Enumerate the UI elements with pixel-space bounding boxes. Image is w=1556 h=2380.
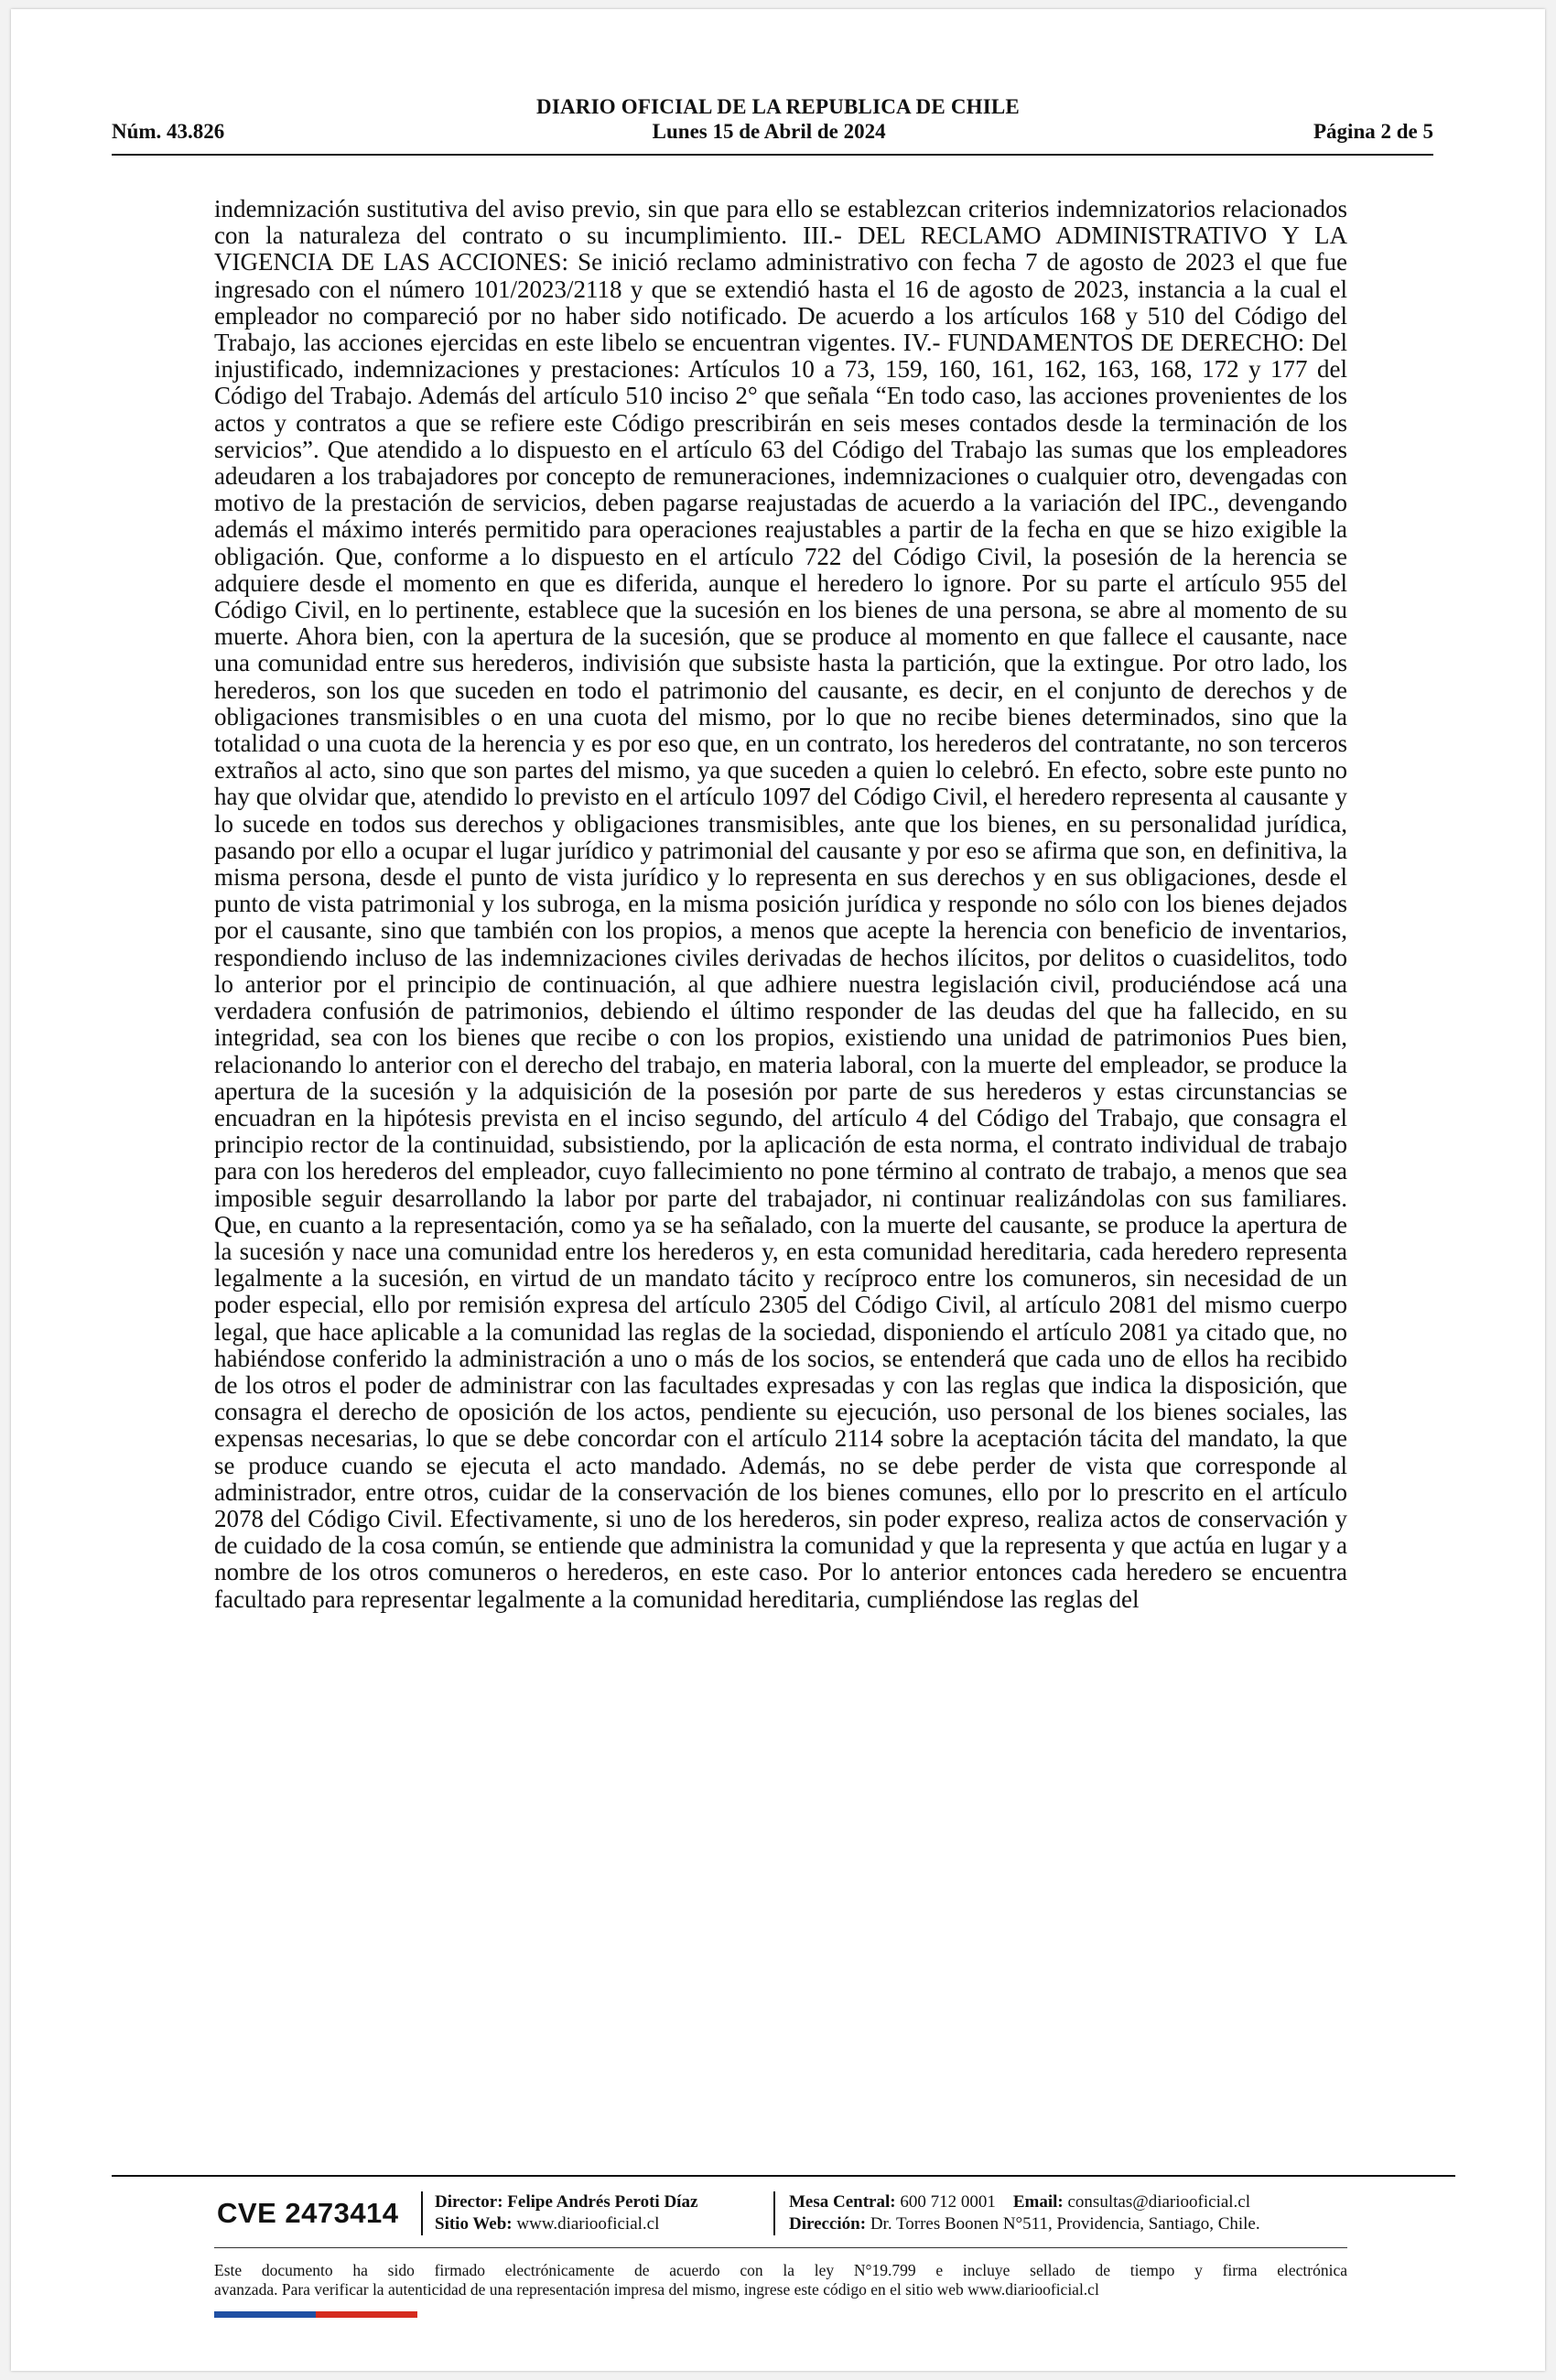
body-paragraph: indemnización sustitutiva del aviso previo, sin que para ello se establezcan criterios indemnizatorios relacionados con la naturaleza del contrato o su incumplimiento. III.- DEL RECLAMO ADMINISTRATIVO Y LA VIGENCIA DE LAS ACCIONES: Se inició reclamo administrativo con fecha 7 de agosto de 2023 el que fue ingresado con el número 101/2023/2118 y que se extendió hasta el 16 de agosto de 2023, instancia a la cual el empleador no compareció por no haber sido notificado. De acuerdo a los artículos 168 y 510 del Código del Trabajo, las acciones ejercidas en este libelo se encuentran vigentes. IV.- FUNDAMENTOS DE DERECHO: Del injustificado, indemnizaciones y prestaciones: Artículos 10 a 73, 159, 160, 161, 162, 163, 168, 172 y 177 del Código del Trabajo. Además del artículo 510 inciso 2° que señala “En todo caso, las acciones provenientes de los actos y contratos a que se refiere este Código prescribirán en seis meses contados desde la terminación de los servicios”. Que atendido a lo dispuesto en el artículo 63 del Código del Trabajo las sumas que los empleadores adeudaren a los trabajadores por concepto de remuneraciones, indemnizaciones o cualquier otro, devengadas con motivo de la prestación de servicios, deben pagarse reajustadas de acuerdo a la variación del IPC., devengando además el máximo interés permitido para operaciones reajustables a partir de la fecha en que se hizo exigible la obligación. Que, conforme a lo dispuesto en el artículo 722 del Código Civil, la posesión de la herencia se adquiere desde el momento en que es diferida, aunque el heredero lo ignore. Por su parte el artículo 955 del Código Civil, en lo pertinente, establece que la sucesión en los bienes de una persona, se abre al momento de su muerte. Ahora bien, con la apertura de la sucesión, que se produce al momento en que fallece el causante, nace una comunidad entre sus herederos, indivisión que subsiste hasta la partición, que la extingue. Por otro lado, los herederos, son los que suceden en todo el patrimonio del causante, es decir, en el conjunto de derechos y de obligaciones transmisibles o en una cuota del mismo, por lo que no recibe bienes determinados, sino que la totalidad o una cuota de la herencia y es por eso que, en un contrato, los herederos del contratante, no son terceros extraños al acto, sino que son partes del mismo, ya que suceden a quien lo celebró. En efecto, sobre este punto no hay que olvidar que, atendido lo previsto en el artículo 1097 del Código Civil, el heredero representa al causante y lo sucede en todos sus derechos y obligaciones transmisibles, ante que los bienes, en su personalidad jurídica, pasando por ello a ocupar el lugar jurídico y patrimonial del causante y por eso se afirma que son, en definitiva, la misma persona, desde el punto de vista jurídico y lo representa en sus derechos y en sus obligaciones, desde el punto de vista patrimonial y los subroga, en la misma posición jurídica y responde no sólo con los bienes dejados por el causante, sino que también con los propios, a menos que acepte la herencia con beneficio de inventarios, respondiendo incluso de las indemnizaciones civiles derivadas de hechos ilícitos, por delitos o cuasidelitos, todo lo anterior por el principio de continuación, al que adhiere nuestra legislación civil, produciéndose acá una verdadera confusión de patrimonios, debiendo el último responder de las deudas del que ha fallecido, en su integridad, sea con los bienes que recibe o con los propios, existiendo una unidad de patrimonios Pues bien, relacionando lo anterior con el derecho del trabajo, en materia laboral, con la muerte del empleador, se produce la apertura de la sucesión y la adquisición de la posesión por parte de sus herederos y estas circunstancias se encuadran en la hipótesis prevista en el inciso segundo, del artículo 4 del Código del Trabajo, que consagra el principio rector de la continuidad, subsistiendo, por la aplicación de esta norma, el contrato individual de trabajo para con los herederos del empleador, cuyo fallecimiento no pone término al contrato de trabajo, a menos que sea imposible seguir desarrollando la labor por parte del trabajador, ni continuar realizándolas con sus familiares. Que, en cuanto a la representación, como ya se ha señalado, con la muerte del causante, se produce la apertura de la sucesión y nace una comunidad entre los herederos y, en esta comunidad hereditaria, cada heredero representa legalmente a la sucesión, en virtud de un mandato tácito y recíproco entre los comuneros, sin necesidad de un poder especial, ello por remisión expresa del artículo 2305 del Código Civil, al artículo 2081 del mismo cuerpo legal, que hace aplicable a la comunidad las reglas de la sociedad, disponiendo el artículo 2081 ya citado que, no habiéndose conferido la administración a uno o más de los socios, se entenderá que cada uno de ellos ha recibido de los otros el poder de administrar con las facultades expresadas y con las reglas que indica la disposición, que consagra el derecho de oposición de los actos, pendiente su ejecución, uso personal de los bienes sociales, las expensas necesarias, lo que se debe concordar con el artículo 2114 sobre la aceptación tácita del mandato, la que se produce cuando se ejecuta el acto mandado. Además, no se debe perder de vista que corresponde al administrador, entre otros, cuidar de la conservación de los bienes comunes, ello por lo prescrito en el artículo 2078 del Código Civil. Efectivamente, si uno de los herederos, sin poder expreso, realiza actos de conservación y de cuidado de la cosa común, se entiende que administra la comunidad y que la representa y que actúa en lugar y a nombre de los otros comuneros o herederos, en este caso. Por lo anterior entonces cada heredero se encuentra facultado para representar legalmente a la comunidad hereditaria, cumpliéndose las reglas del — [214, 195, 1347, 1613]
header-row — [112, 120, 1433, 144]
footer-info — [206, 2191, 1359, 2237]
footer-divider — [112, 2175, 1455, 2177]
email-link[interactable]: consultas@diariooficial.cl — [1067, 2192, 1251, 2212]
footer-separator — [421, 2191, 423, 2235]
document-page — [11, 9, 1545, 2371]
issue-date: Lunes 15 de Abril de 2024 — [652, 120, 886, 143]
address-label: Dirección: — [789, 2214, 867, 2234]
legal-line-2: avanzada. Para verificar la autenticidad de una representación impresa del mismo, ingrese este código en el sitio web www.diariooficial.cl — [214, 2280, 1099, 2299]
footer-separator — [773, 2191, 775, 2235]
flag-red-bar — [316, 2311, 417, 2318]
website-label: Sitio Web: — [435, 2214, 513, 2234]
email-label: Email: — [1012, 2192, 1064, 2212]
director-name: Felipe Andrés Peroti Díaz — [507, 2192, 698, 2212]
footer-director-column — [435, 2191, 697, 2235]
issue-number: Núm. 43.826 — [112, 120, 225, 143]
phone-number: 600 712 0001 — [900, 2192, 996, 2212]
footer-legal-notice — [214, 2261, 1347, 2299]
address-text: Dr. Torres Boonen N°511, Providencia, Santiago, Chile. — [870, 2214, 1260, 2234]
publication-title: DIARIO OFICIAL DE LA REPUBLICA DE CHILE — [536, 95, 1020, 118]
phone-label: Mesa Central: — [789, 2192, 896, 2212]
footer-legal-divider — [214, 2247, 1347, 2248]
legal-line-1: Este documento ha sido firmado electrónicamente de acuerdo con la ley N°19.799 e incluye sellado de tiempo y firma electrónica — [214, 2261, 1347, 2279]
website-link[interactable]: www.diariooficial.cl — [516, 2214, 660, 2234]
director-label: Director: — [435, 2192, 503, 2212]
page-number: Página 2 de 5 — [1313, 120, 1433, 143]
flag-stripe — [214, 2311, 417, 2318]
cve-code: CVE 2473414 — [217, 2197, 399, 2229]
footer-contact-column — [789, 2191, 1260, 2235]
header-divider — [112, 154, 1433, 156]
flag-blue-bar — [214, 2311, 316, 2318]
